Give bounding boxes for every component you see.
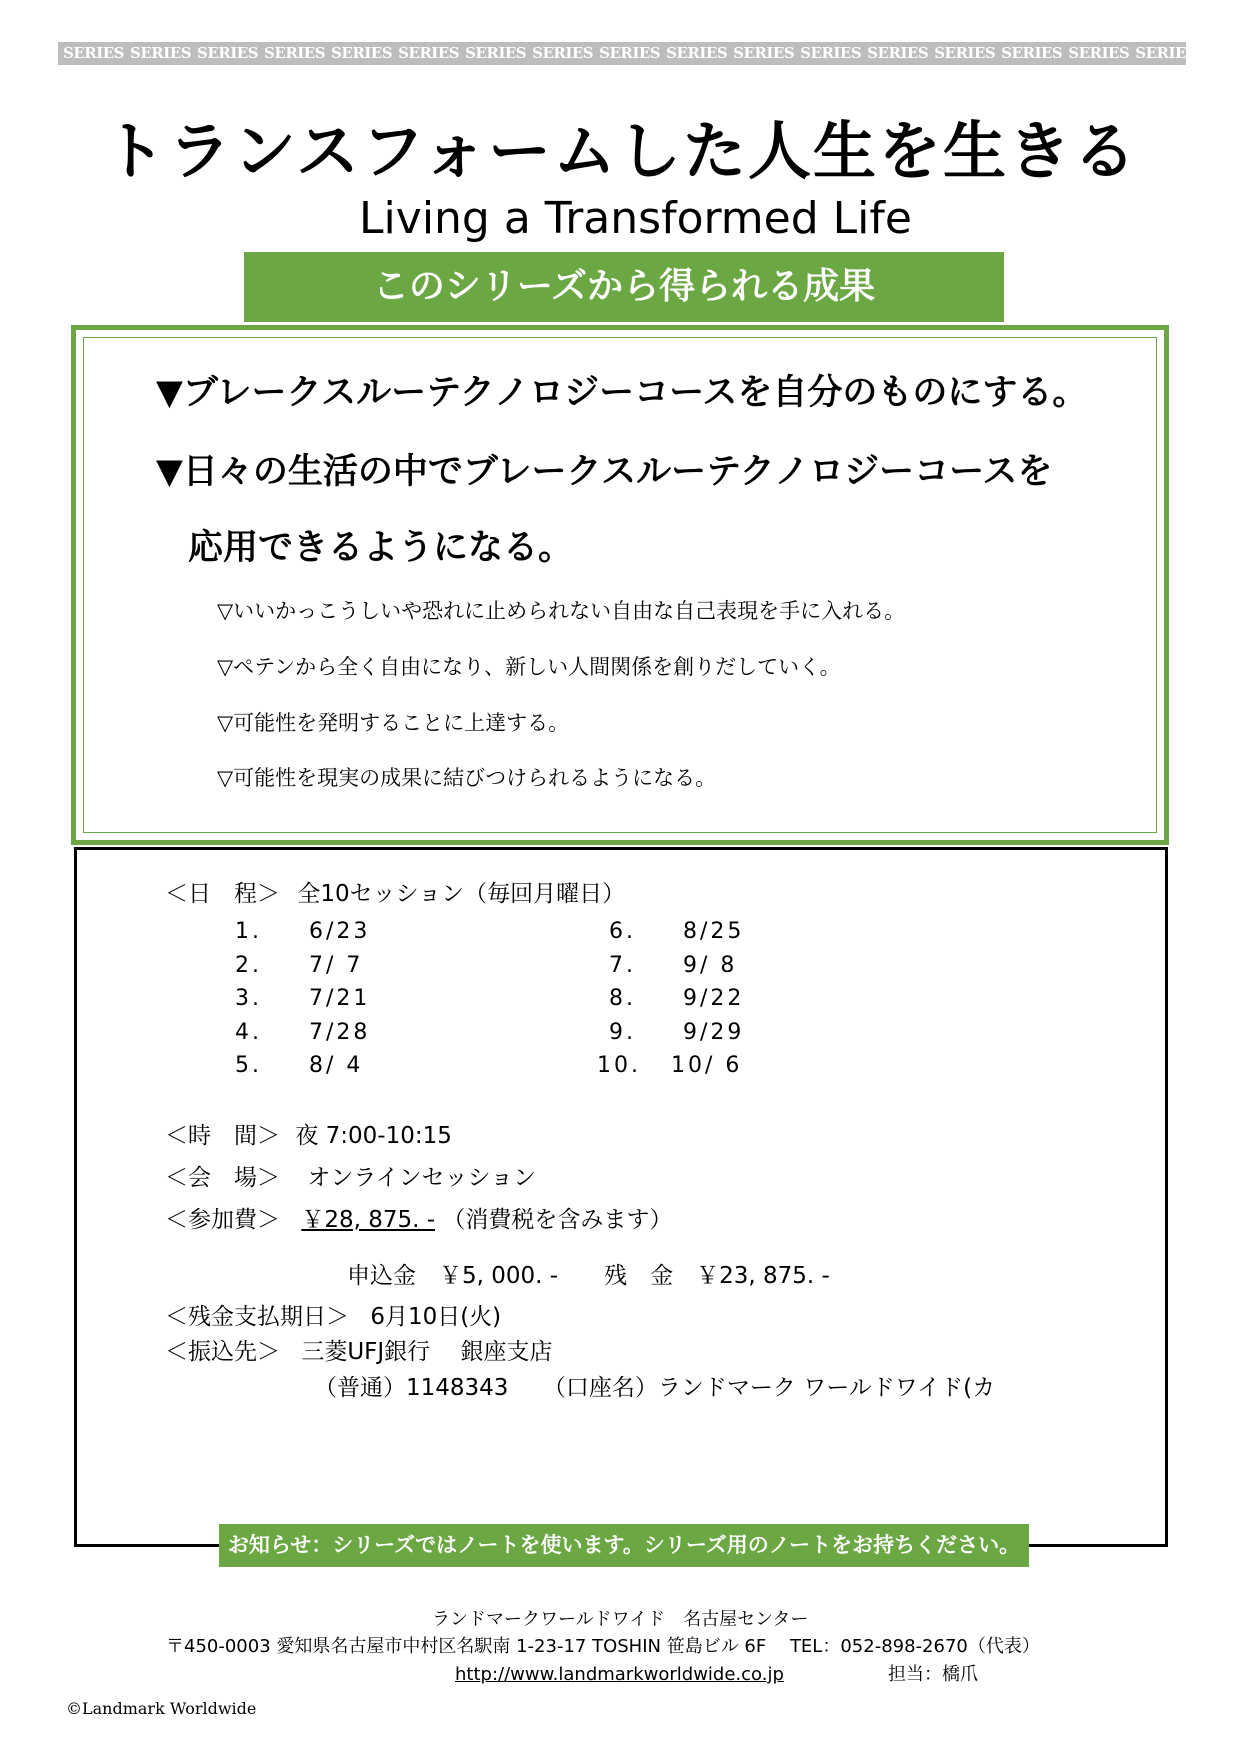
series-word: SERIES — [599, 44, 661, 62]
session-number: 5. — [235, 1053, 262, 1078]
series-word: SERIES — [264, 44, 326, 62]
series-word: SERIES — [867, 44, 929, 62]
series-word: SERIES — [331, 44, 393, 62]
session-number: 6. — [609, 919, 636, 944]
page-title: トランスフォームした人生を生きる — [103, 115, 1138, 188]
details-box — [74, 847, 1168, 1547]
session-item — [235, 1051, 262, 1081]
schedule-value: 全10セッション（毎回月曜日） — [297, 881, 626, 907]
session-number: 10. — [597, 1053, 641, 1078]
main-outcome-continuation: 応用できるようになる。 — [188, 528, 574, 568]
session-item — [597, 1051, 641, 1081]
series-word: SERIES — [1001, 44, 1063, 62]
series-word: SERIES — [465, 44, 527, 62]
session-number: 2. — [235, 953, 262, 978]
session-item — [235, 984, 262, 1014]
session-item — [235, 917, 262, 947]
footer-address: 〒450-0003 愛知県名古屋市中村区名駅南 1-23-17 TOSHIN 笹島ビル 6F TEL：052-898-2670（代表） — [166, 1636, 1040, 1657]
deadline-value: 6月10日(火) — [370, 1304, 502, 1330]
deadline-label: ＜残金支払期日＞ — [165, 1304, 349, 1330]
session-number: 4. — [235, 1020, 262, 1045]
series-word: SERIES — [1068, 44, 1130, 62]
notice-bar: お知らせ：シリーズではノートを使います。シリーズ用のノートをお持ちください。 — [219, 1524, 1029, 1567]
sub-outcome-4: ▽可能性を現実の成果に結びつけられるようになる。 — [217, 766, 717, 790]
session-item — [609, 1018, 636, 1048]
venue-label: ＜会 場＞ — [165, 1165, 280, 1191]
session-date: 7/21 — [309, 986, 371, 1011]
session-date: 9/ 8 — [683, 953, 738, 978]
series-word: SERIES — [800, 44, 862, 62]
transfer-row — [165, 1336, 552, 1368]
sub-outcome-2: ▽ペテンから全く自由になり、新しい人間関係を創りだしていく。 — [217, 655, 841, 679]
schedule-row — [165, 878, 625, 910]
footer-org: ランドマークワールドワイド 名古屋センター — [432, 1609, 809, 1630]
session-date: 6/23 — [309, 919, 371, 944]
session-date: 7/ 7 — [309, 953, 364, 978]
footer-contact: 担当：橋爪 — [888, 1664, 978, 1685]
session-number: 7. — [609, 953, 636, 978]
series-banner — [58, 42, 1197, 65]
series-word: SERIES — [733, 44, 795, 62]
main-outcome-1 — [156, 368, 1087, 418]
outcomes-header: このシリーズから得られる成果 — [244, 252, 1004, 322]
deadline-row — [165, 1301, 501, 1333]
transfer-bank: 三菱UFJ銀行 銀座支店 — [301, 1339, 553, 1365]
venue-row — [165, 1162, 536, 1194]
main-outcome-text: ▼日々の生活の中でブレークスルーテクノロジーコースを — [156, 452, 1053, 492]
session-number: 1. — [235, 919, 262, 944]
deposit-balance: 申込金 ￥5, 000. - 残 金 ￥23, 875. - — [347, 1263, 830, 1289]
main-outcome-text: ▼ブレークスルーテクノロジーコースを自分のものにする。 — [156, 373, 1088, 413]
sub-outcome-3: ▽可能性を発明することに上達する。 — [217, 711, 570, 735]
series-word: SERIES — [666, 44, 728, 62]
transfer-account: （普通）1148343 （口座名）ランドマーク ワールドワイド(カ — [314, 1375, 996, 1401]
session-item — [609, 984, 636, 1014]
website-link[interactable]: http://www.landmarkworldwide.co.jp — [455, 1664, 784, 1685]
session-date: 9/22 — [683, 986, 745, 1011]
venue-value: オンラインセッション — [307, 1165, 537, 1191]
sub-outcome-1: ▽いいかっこうしいや恐れに止められない自由な自己表現を手に入れる。 — [217, 599, 906, 623]
series-word: SERIES — [63, 44, 125, 62]
time-row — [165, 1120, 452, 1152]
schedule-label: ＜日 程＞ — [165, 881, 280, 907]
session-date: 9/29 — [683, 1020, 745, 1045]
series-word: SERIES — [197, 44, 259, 62]
time-label: ＜時 間＞ — [165, 1123, 280, 1149]
series-word: SERIES — [130, 44, 192, 62]
session-number: 3. — [235, 986, 262, 1011]
series-word: SERIES — [934, 44, 996, 62]
session-item — [609, 917, 636, 947]
session-date: 8/25 — [683, 919, 745, 944]
transfer-label: ＜振込先＞ — [165, 1339, 280, 1365]
session-number: 8. — [609, 986, 636, 1011]
fee-label: ＜参加費＞ — [165, 1207, 280, 1233]
session-date: 8/ 4 — [309, 1053, 364, 1078]
session-item — [235, 1018, 262, 1048]
time-value: 夜 7:00-10:15 — [295, 1123, 452, 1149]
series-word: SERIES — [532, 44, 594, 62]
outcomes-box — [71, 325, 1169, 845]
session-item — [235, 951, 262, 981]
page-subtitle: Living a Transformed Life — [359, 193, 912, 244]
session-number: 9. — [609, 1020, 636, 1045]
copyright: ©Landmark Worldwide — [66, 1699, 257, 1718]
fee-note: （消費税を含みます） — [442, 1207, 673, 1233]
fee-row — [165, 1204, 672, 1236]
series-word: SERIES — [398, 44, 460, 62]
main-outcome-2 — [156, 447, 1052, 573]
session-date: 10/ 6 — [671, 1053, 743, 1078]
series-word: SERIES — [1135, 44, 1197, 62]
fee-value: ￥28, 875. - — [301, 1207, 436, 1233]
session-item — [609, 951, 636, 981]
session-date: 7/28 — [309, 1020, 371, 1045]
